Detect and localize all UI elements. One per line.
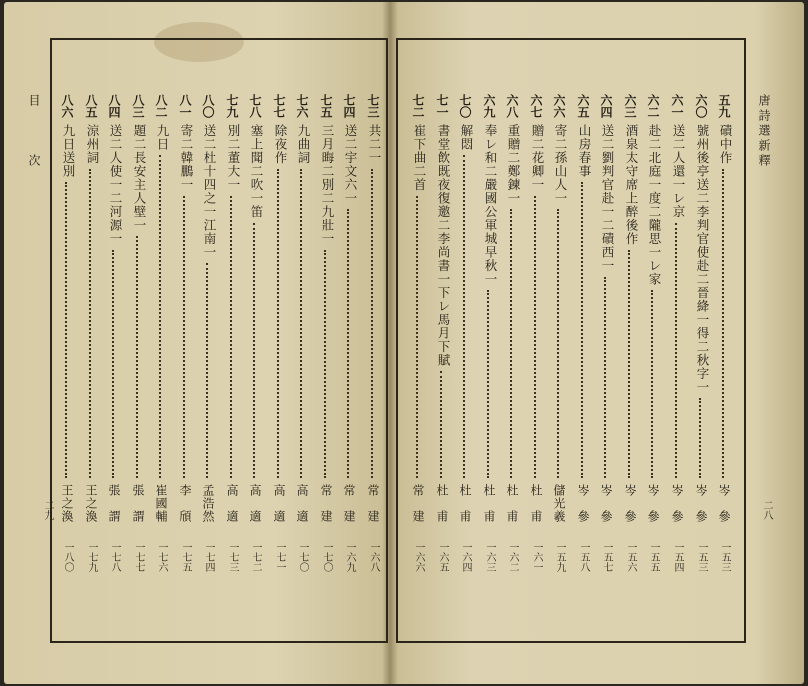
entry-title: 送二劉判官赴一二磧西一: [600, 124, 615, 273]
entry-title: 崔下曲二首: [412, 124, 427, 192]
entry-author: 岑 參: [670, 484, 684, 523]
entry-title: 書堂飲既夜復邀二李尚書一下レ馬月下賦: [436, 124, 451, 367]
leader-dots: [324, 250, 326, 479]
entry-author: 常 建: [319, 484, 333, 523]
entry-number: 七四: [342, 94, 356, 118]
entry-title: 題二長安主人壁一: [132, 124, 147, 232]
entry-number: 六五: [576, 94, 590, 118]
right-page: [390, 2, 804, 684]
leader-dots: [557, 209, 559, 478]
entry-author: 李 頎: [178, 484, 192, 523]
entry-page: 一七二: [250, 542, 261, 572]
leader-dots: [253, 223, 255, 479]
entry-page: 一七八: [109, 542, 120, 572]
leader-dots: [112, 250, 114, 479]
entry-page: 一七三: [227, 542, 238, 572]
leader-dots: [230, 196, 232, 479]
leader-dots: [371, 169, 373, 479]
entry-page: 一五三: [696, 542, 707, 572]
leader-dots: [206, 263, 208, 478]
entry-author: 杜 甫: [529, 484, 543, 523]
entry-page: 一七〇: [321, 542, 332, 572]
leader-dots: [510, 209, 512, 478]
entry-title: 塞上聞二吹一笛: [249, 124, 264, 219]
leader-dots: [300, 169, 302, 479]
entry-author: 高 適: [295, 484, 309, 523]
entry-number: 八五: [84, 94, 98, 118]
entry-page: 一五九: [554, 542, 565, 572]
entry-number: 五九: [717, 94, 731, 118]
entry-number: 七一: [435, 94, 449, 118]
entry-title: 山房春事: [577, 124, 592, 178]
entry-page: 一六三: [484, 542, 495, 572]
entry-title: 送二杜十四之一江南一: [202, 124, 217, 259]
entry-title: 奉レ和二嚴國公軍城早秋一: [483, 124, 498, 286]
entry-author: 岑 參: [717, 484, 731, 523]
leader-dots: [487, 290, 489, 478]
entry-page: 一七五: [180, 542, 191, 572]
entry-author: 高 適: [225, 484, 239, 523]
entry-title: 酒泉太守席上醉後作: [624, 124, 639, 246]
entry-number: 六一: [670, 94, 684, 118]
entry-author: 儲光羲: [552, 484, 566, 523]
entry-page: 一六四: [460, 542, 471, 572]
entry-page: 一七四: [203, 542, 214, 572]
entry-title: 送二宇文六一: [343, 124, 358, 205]
entry-title: 九曲詞: [296, 124, 311, 165]
entry-author: 岑 參: [646, 484, 660, 523]
leader-dots: [65, 182, 67, 478]
entry-page: 一六一: [531, 542, 542, 572]
entry-page: 一五五: [648, 542, 659, 572]
entry-number: 八〇: [201, 94, 215, 118]
side-label: 目 次: [27, 94, 41, 188]
entry-title: 寄二孫山人一: [553, 124, 568, 205]
entry-page: 一六六: [413, 542, 424, 572]
entry-page: 一六五: [437, 542, 448, 572]
right-folio: 二八: [761, 500, 772, 520]
entry-title: 寄二韓鵬一: [179, 124, 194, 192]
entry-title: 解悶: [459, 124, 474, 151]
entry-title: 重贈二鄭鍊一: [506, 124, 521, 205]
leader-dots: [416, 196, 418, 479]
entry-title: 三月晦二別二九壯一: [320, 124, 335, 246]
entry-author: 高 適: [272, 484, 286, 523]
entry-author: 杜 甫: [482, 484, 496, 523]
book-gutter: [382, 2, 398, 684]
entry-page: 一七〇: [297, 542, 308, 572]
entry-number: 六七: [529, 94, 543, 118]
leader-dots: [347, 209, 349, 478]
entry-title: 磧中作: [718, 124, 733, 165]
entry-author: 岑 參: [576, 484, 590, 523]
entry-author: 岑 參: [623, 484, 637, 523]
leader-dots: [722, 169, 724, 479]
entry-page: 一五八: [578, 542, 589, 572]
entry-author: 張 謂: [107, 484, 121, 523]
entry-title: 九日送別: [61, 124, 76, 178]
entry-author: 王之渙: [60, 484, 74, 523]
entry-title: 赴二北庭一度二隴思一レ家: [647, 124, 662, 286]
entry-title: 送二人使一二河源一: [108, 124, 123, 246]
entry-number: 六〇: [694, 94, 708, 118]
entry-number: 七三: [366, 94, 380, 118]
entry-number: 七六: [295, 94, 309, 118]
entry-number: 六九: [482, 94, 496, 118]
entry-page: 一五四: [672, 542, 683, 572]
leader-dots: [604, 277, 606, 479]
entry-number: 七七: [272, 94, 286, 118]
entry-page: 一七七: [133, 542, 144, 572]
leader-dots: [183, 196, 185, 479]
leader-dots: [89, 169, 91, 479]
entry-author: 杜 甫: [435, 484, 449, 523]
entry-number: 七九: [225, 94, 239, 118]
entry-author: 杜 甫: [505, 484, 519, 523]
entry-page: 一七九: [86, 542, 97, 572]
left-folio: 二九: [42, 500, 53, 520]
entry-title: 共二一: [367, 124, 382, 165]
entry-title: 送二人還一レ京: [671, 124, 686, 219]
entry-author: 高 適: [248, 484, 262, 523]
entry-number: 八二: [154, 94, 168, 118]
entry-page: 一八〇: [62, 542, 73, 572]
entry-author: 岑 參: [599, 484, 613, 523]
left-page: [4, 2, 390, 684]
entry-title: 號州後亭送二李判官使赴二晉絳一得二秋字一: [695, 124, 710, 394]
leader-dots: [534, 196, 536, 479]
leader-dots: [136, 236, 138, 478]
entry-title: 涼州詞: [85, 124, 100, 165]
leader-dots: [628, 250, 630, 479]
leader-dots: [159, 155, 161, 478]
entry-number: 六八: [505, 94, 519, 118]
entry-number: 七二: [411, 94, 425, 118]
entry-title: 除夜作: [273, 124, 288, 165]
entry-author: 常 建: [411, 484, 425, 523]
entry-page: 一七六: [156, 542, 167, 572]
entry-number: 八六: [60, 94, 74, 118]
entry-title: 別二董大一: [226, 124, 241, 192]
entry-page: 一六八: [368, 542, 379, 572]
entry-author: 崔國輔: [154, 484, 168, 523]
entry-page: 一五三: [719, 542, 730, 572]
running-header: 唐詩選新釋: [757, 94, 771, 169]
entry-author: 杜 甫: [458, 484, 472, 523]
entry-number: 七八: [248, 94, 262, 118]
entry-number: 八一: [178, 94, 192, 118]
entry-title: 贈二花卿一: [530, 124, 545, 192]
leader-dots: [675, 223, 677, 479]
leader-dots: [463, 155, 465, 478]
entry-page: 一六二: [507, 542, 518, 572]
leader-dots: [581, 182, 583, 478]
entry-number: 八三: [131, 94, 145, 118]
entry-title: 九日: [155, 124, 170, 151]
entry-author: 常 建: [366, 484, 380, 523]
entry-number: 六二: [646, 94, 660, 118]
entry-author: 張 謂: [131, 484, 145, 523]
entry-number: 六四: [599, 94, 613, 118]
leader-dots: [699, 398, 701, 478]
entry-number: 七五: [319, 94, 333, 118]
leader-dots: [277, 169, 279, 479]
entry-number: 六六: [552, 94, 566, 118]
book-spread: [4, 2, 804, 684]
entry-number: 六三: [623, 94, 637, 118]
entry-page: 一五七: [601, 542, 612, 572]
entry-author: 孟浩然: [201, 484, 215, 523]
leader-dots: [440, 371, 442, 478]
entry-number: 七〇: [458, 94, 472, 118]
entry-author: 王之渙: [84, 484, 98, 523]
entry-author: 常 建: [342, 484, 356, 523]
entry-page: 一六九: [344, 542, 355, 572]
entry-number: 八四: [107, 94, 121, 118]
entry-author: 岑 參: [694, 484, 708, 523]
entry-page: 一七一: [274, 542, 285, 572]
entry-page: 一五六: [625, 542, 636, 572]
leader-dots: [651, 290, 653, 478]
